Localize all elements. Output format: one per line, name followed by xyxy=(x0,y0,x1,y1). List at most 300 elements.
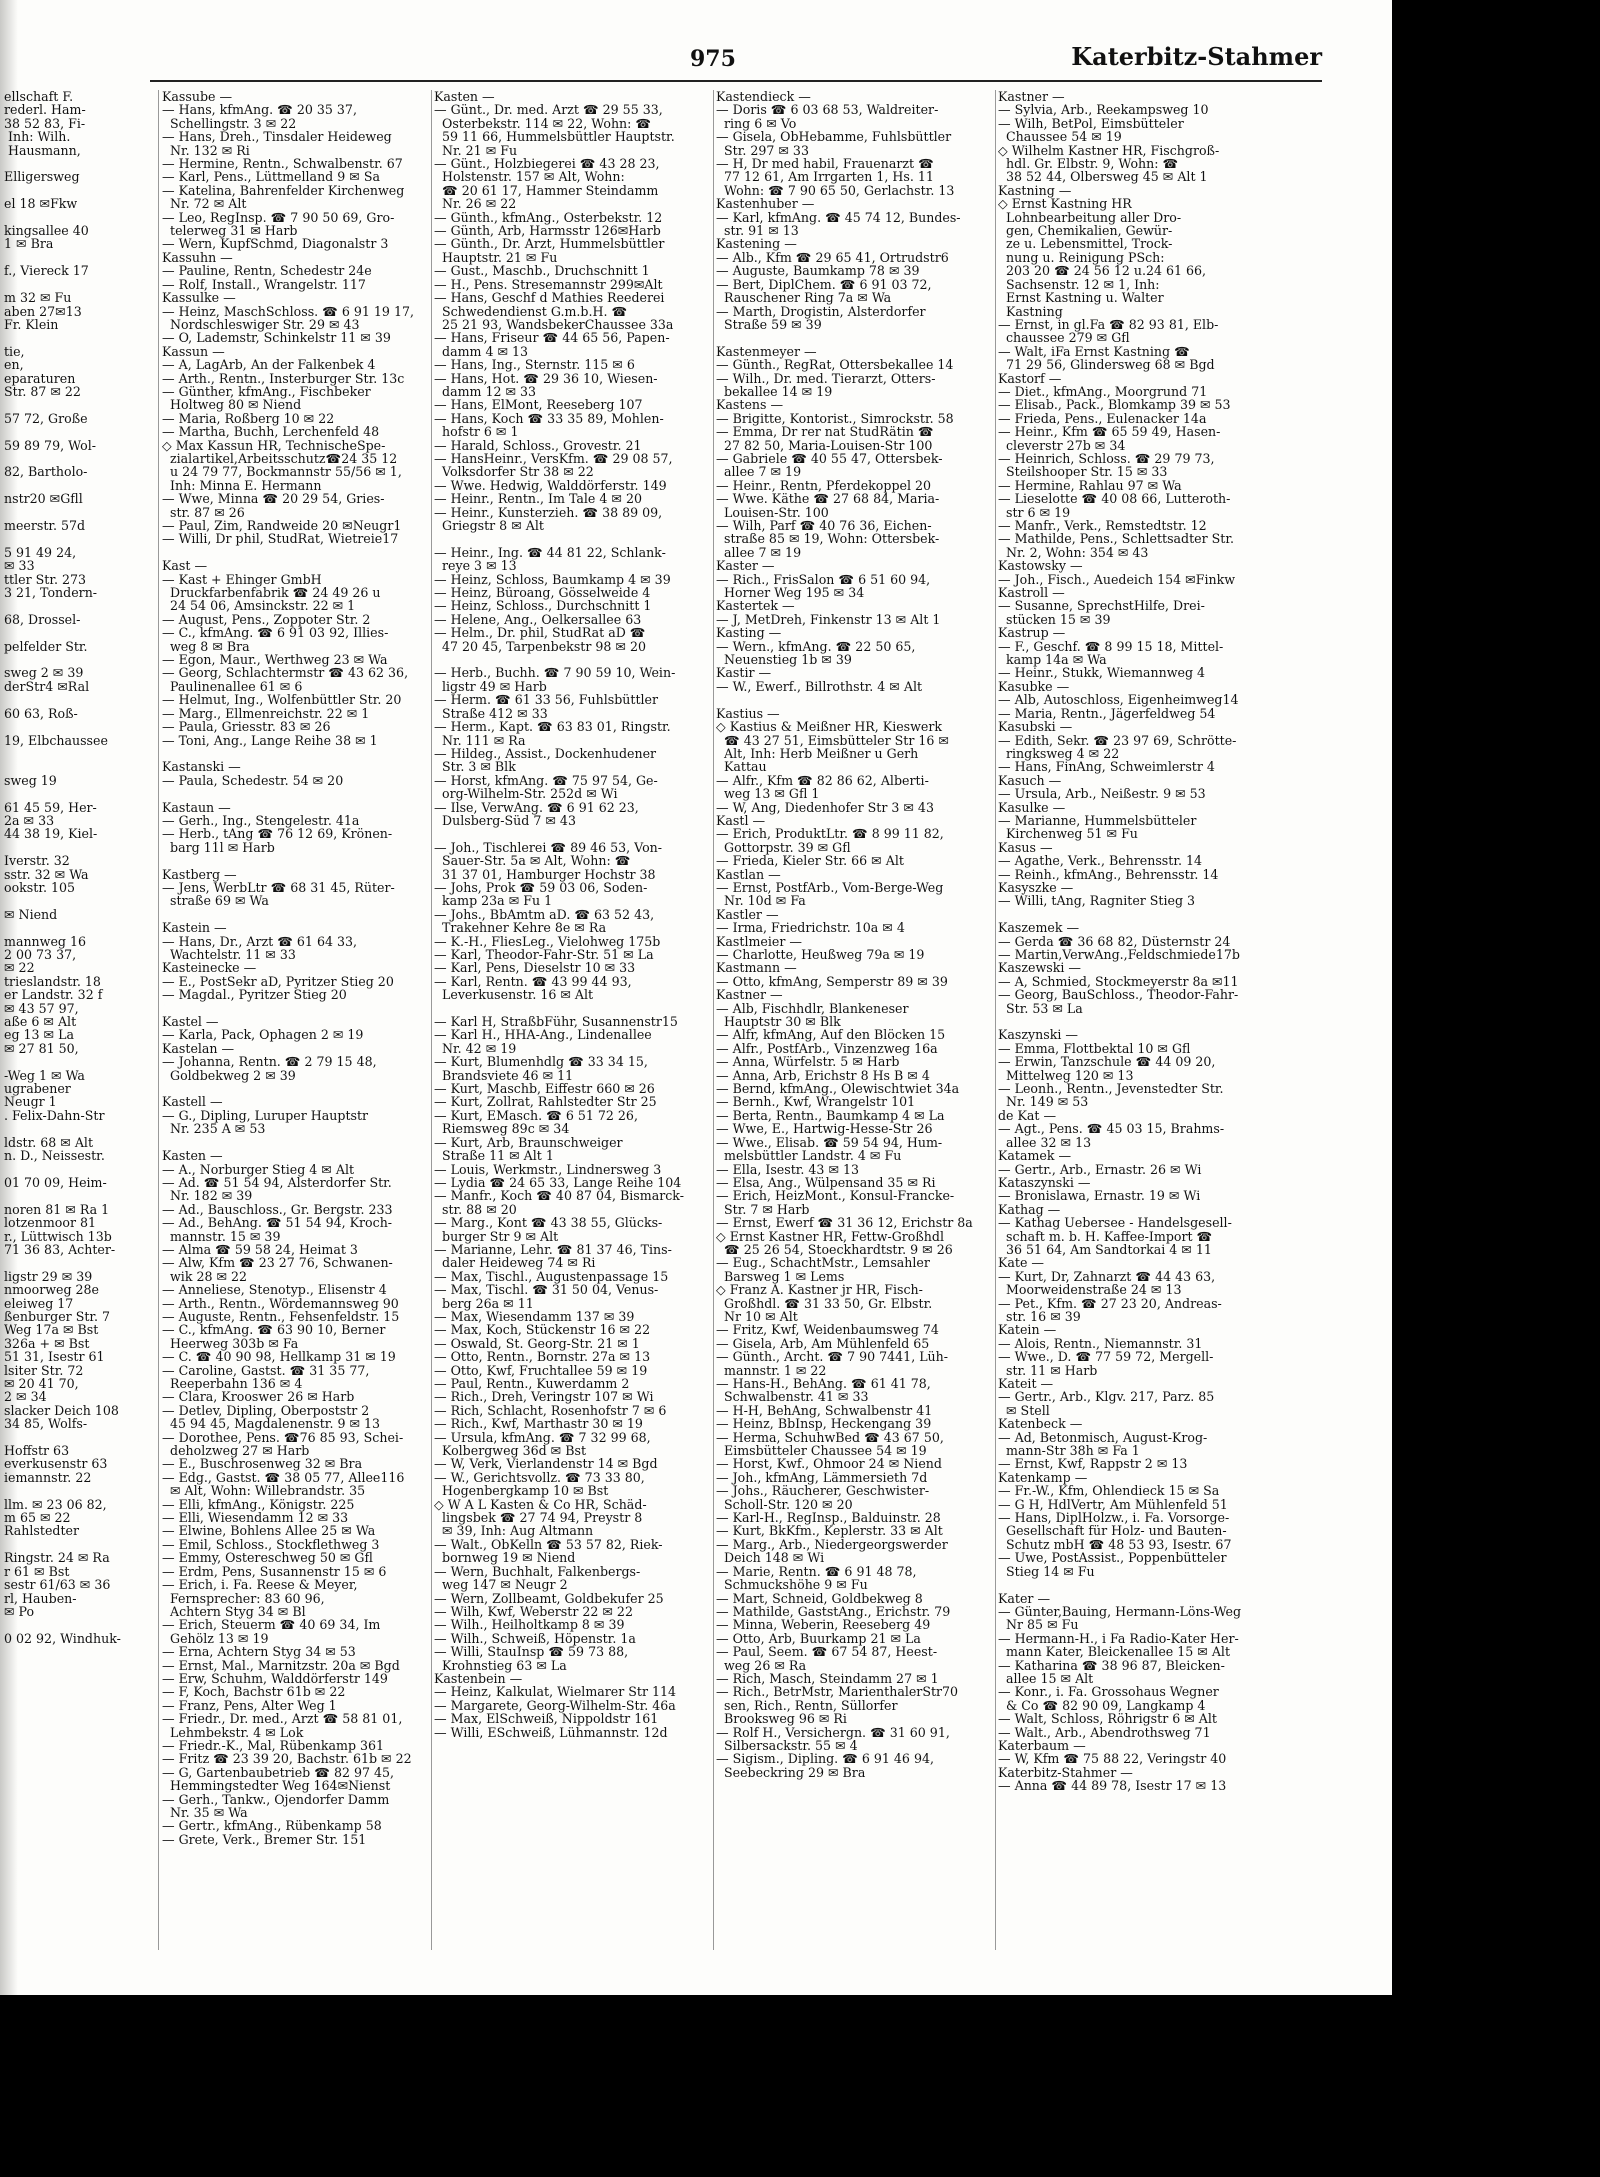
directory-line: — Ernst, PostfArb., Vom-Berge-Weg xyxy=(716,879,944,895)
directory-line: — Herma, SchuhwBed ☎ 43 67 50, xyxy=(716,1429,944,1445)
directory-line: — Herm., Kapt. ☎ 63 83 01, Ringstr. xyxy=(434,719,671,735)
directory-line: 71 36 83, Achter- xyxy=(4,1241,116,1257)
directory-line: — Wwe., Elisab. ☎ 59 54 94, Hum- xyxy=(716,1134,943,1150)
directory-line: — Alb., Kfm ☎ 29 65 41, Ortrudstr6 xyxy=(716,249,949,265)
directory-line: Paulinenallee 61 ✉ 6 xyxy=(162,678,303,694)
directory-line: — Sylvia, Arb., Reekampsweg 10 xyxy=(998,102,1209,118)
directory-line: Deich 148 ✉ Wi xyxy=(716,1550,825,1566)
directory-line: sstr. 32 ✉ Wa xyxy=(4,866,89,882)
directory-line: — Johanna, Rentn. ☎ 2 79 15 48, xyxy=(162,1054,377,1070)
directory-line xyxy=(4,599,154,612)
directory-line xyxy=(162,1002,430,1015)
directory-line: Kate — xyxy=(998,1255,1045,1271)
directory-line: — Horst, kfmAng. ☎ 75 97 54, Ge- xyxy=(434,772,658,788)
directory-line: Straße 59 ✉ 39 xyxy=(716,316,822,332)
directory-line: — Doris ☎ 6 03 68 53, Waldreiter- xyxy=(716,102,939,118)
directory-line: Kaster — xyxy=(716,558,775,574)
directory-line: — Charlotte, Heußweg 79a ✉ 19 xyxy=(716,947,925,962)
directory-line xyxy=(4,479,154,492)
directory-line: — Johs., Räucherer, Geschwister- xyxy=(716,1483,930,1499)
directory-line: iemannstr. 22 xyxy=(4,1469,92,1485)
directory-line xyxy=(4,1256,154,1269)
directory-line: Katenbeck — xyxy=(998,1416,1083,1432)
directory-line: Alt, Inh: Herb Meißner u Gerh xyxy=(716,745,919,761)
directory-line: Nr. 132 ✉ Ri xyxy=(162,142,250,158)
directory-line: — Erw, Schuhm, Walddörferstr 149 xyxy=(162,1670,388,1686)
directory-line: Holtweg 80 ✉ Niend xyxy=(162,397,302,413)
directory-line: Leverkusenstr. 16 ✉ Alt xyxy=(434,987,594,1003)
directory-line: 59 89 79, Wol- xyxy=(4,437,97,453)
directory-line: meerstr. 57d xyxy=(4,518,86,533)
directory-line: — Katelina, Bahrenfelder Kirchenweg xyxy=(162,182,405,198)
directory-line: straße 69 ✉ Wa xyxy=(162,893,269,909)
directory-line: org-Wilhelm-Str. 252d ✉ Wi xyxy=(434,786,618,802)
directory-line: ligstr 29 ✉ 39 xyxy=(4,1268,93,1284)
directory-line: ✉ 43 57 97, xyxy=(4,1000,79,1016)
directory-line: — Pet., Kfm. ☎ 27 23 20, Andreas- xyxy=(998,1295,1222,1311)
directory-line: ßenburger Str. 7 xyxy=(4,1308,111,1324)
directory-line: Hemmingstedter Weg 164✉Nienst xyxy=(162,1778,391,1794)
directory-line: allee 15 ✉ Alt xyxy=(998,1670,1094,1686)
directory-line: — Katharina ☎ 38 96 87, Bleicken- xyxy=(998,1657,1225,1673)
directory-line: — E., PostSekr aD, Pyritzer Stieg 20 xyxy=(162,973,394,989)
directory-line: — Hans, Dr., Arzt ☎ 61 64 33, xyxy=(162,933,357,949)
directory-line xyxy=(434,532,712,545)
directory-line xyxy=(4,1618,154,1631)
directory-line: — Erna, Achtern Styg 34 ✉ 53 xyxy=(162,1644,356,1660)
directory-line: derStr4 ✉Ral xyxy=(4,678,90,694)
directory-line: — Manfr., Koch ☎ 40 87 04, Bismarck- xyxy=(434,1188,684,1204)
directory-line: — Ernst, in gl.Fa ☎ 82 93 81, Elb- xyxy=(998,316,1219,332)
directory-line: — Susanne, SprechstHilfe, Drei- xyxy=(998,598,1205,614)
directory-line: 61 45 59, Her- xyxy=(4,799,97,815)
directory-line: eg 13 ✉ La xyxy=(4,1027,74,1043)
directory-line: Kast — xyxy=(162,558,208,574)
directory-line: Nr. 111 ✉ Ra xyxy=(434,732,526,748)
directory-line: Moorweidenstraße 24 ✉ 13 xyxy=(998,1282,1182,1298)
directory-line: — Mart, Schneid, Goldbekweg 8 xyxy=(716,1590,923,1606)
directory-line: — Hans, Hot. ☎ 29 36 10, Wiesen- xyxy=(434,370,658,386)
directory-line: ✉ Po xyxy=(4,1603,35,1619)
directory-line: — Edg., Gastst. ☎ 38 05 77, Allee116 xyxy=(162,1469,405,1485)
directory-line: Kastner — xyxy=(998,90,1065,104)
directory-line: Fr. Klein xyxy=(4,316,59,332)
directory-line: stücken 15 ✉ 39 xyxy=(998,611,1111,627)
directory-line: ✉ 33 xyxy=(4,558,35,574)
directory-line: — Rich, Schlacht, Rosenhofstr 7 ✉ 6 xyxy=(434,1402,667,1418)
directory-line: ringksweg 4 ✉ 22 xyxy=(998,745,1120,761)
directory-line: — Franz, Pens, Alter Weg 1 xyxy=(162,1697,337,1713)
directory-line: Kastendieck — xyxy=(716,90,811,104)
directory-line xyxy=(4,157,154,170)
column-1 xyxy=(162,90,430,1970)
directory-line: 38 52 44, Olbersweg 45 ✉ Alt 1 xyxy=(998,169,1208,185)
directory-line: Nr. 2, Wohn: 354 ✉ 43 xyxy=(998,544,1149,560)
directory-line: cleverstr 27b ✉ 34 xyxy=(998,437,1126,453)
directory-line: — Heinr., Stukk, Wiemannweg 4 xyxy=(998,665,1206,681)
column-divider xyxy=(158,90,159,1950)
directory-line: Nr. 72 ✉ Alt xyxy=(162,196,247,212)
directory-line: Kassulke — xyxy=(162,290,236,306)
directory-line: — Wilh., Heilholtkamp 8 ✉ 39 xyxy=(434,1617,625,1633)
directory-line: — Brigitte, Kontorist., Simrockstr. 58 xyxy=(716,410,954,426)
directory-line xyxy=(4,506,154,519)
directory-line: 2a ✉ 33 xyxy=(4,812,55,828)
page-number: 975 xyxy=(690,46,736,72)
directory-line: 19, Elbchaussee xyxy=(4,732,108,748)
directory-line xyxy=(4,331,154,344)
directory-line: ✉ Alt, Wohn: Willebrandstr. 35 xyxy=(162,1483,366,1499)
directory-line xyxy=(162,1136,430,1149)
directory-line: — Heinz, Kalkulat, Wielmarer Str 114 xyxy=(434,1684,677,1700)
directory-line: — Detlev, Dipling, Oberpoststr 2 xyxy=(162,1402,370,1418)
directory-line: — Irma, Friedrichstr. 10a ✉ 4 xyxy=(716,920,905,936)
directory-line: — Rich., Kwf, Marthastr 30 ✉ 19 xyxy=(434,1416,643,1432)
directory-line: Horner Weg 195 ✉ 34 xyxy=(716,585,865,601)
directory-line: — Karl-H., RegInsp., Balduinstr. 28 xyxy=(716,1510,941,1526)
directory-line: en, xyxy=(4,357,24,373)
directory-line xyxy=(716,693,994,706)
directory-line: everkusenstr 63 xyxy=(4,1456,108,1472)
directory-line: Kastens — xyxy=(716,397,784,413)
directory-line: 31 37 01, Hamburger Hochstr 38 xyxy=(434,866,656,882)
directory-line: — Marg., Kont ☎ 43 38 55, Glücks- xyxy=(434,1215,663,1231)
directory-line: Kasten — xyxy=(434,90,495,104)
directory-line: — Willi, tAng, Ragniter Stieg 3 xyxy=(998,893,1196,909)
directory-line xyxy=(4,1163,154,1176)
directory-line: — Marg., Ellmenreichstr. 22 ✉ 1 xyxy=(162,705,370,721)
directory-line: ◇ Ernst Kastning HR xyxy=(998,196,1132,212)
directory-line: — Bronislawa, Ernastr. 19 ✉ Wi xyxy=(998,1188,1201,1204)
directory-line: — C. ☎ 40 90 98, Hellkamp 31 ✉ 19 xyxy=(162,1349,396,1365)
directory-line: Kasting — xyxy=(716,625,782,641)
directory-line: — Friedr., Dr. med., Arzt ☎ 58 81 01, xyxy=(162,1711,403,1727)
directory-line: — Karl H., HHA-Ang., Lindenallee xyxy=(434,1027,652,1043)
directory-line xyxy=(4,760,154,773)
column-fragment-left xyxy=(4,90,154,1970)
directory-line: — Karl H, StraßbFühr, Susannenstr15 xyxy=(434,1014,678,1030)
directory-line: ookstr. 105 xyxy=(4,879,75,895)
directory-line: — Walt, Schloss, Röhrigstr 6 ✉ Alt xyxy=(998,1711,1217,1727)
directory-line: — Rolf, Install., Wrangelstr. 117 xyxy=(162,276,366,292)
directory-line: aße 6 ✉ Alt xyxy=(4,1014,77,1030)
directory-line: Kasyszke — xyxy=(998,879,1074,895)
directory-line: — Anna, Arb, Erichstr 8 Hs B ✉ 4 xyxy=(716,1067,930,1083)
directory-line: — Egon, Maur., Werthweg 23 ✉ Wa xyxy=(162,652,388,668)
directory-line: allee 7 ✉ 19 xyxy=(716,464,802,480)
entry-range: Katerbitz-Stahmer xyxy=(1071,42,1322,71)
directory-line: — Gerh., Tankw., Ojendorfer Damm xyxy=(162,1791,390,1807)
directory-line: — Reinh., kfmAng., Behrensstr. 14 xyxy=(998,866,1219,882)
column-3 xyxy=(716,90,994,1970)
directory-line: zialartikel,Arbeitsschutz☎24 35 12 xyxy=(162,450,398,466)
directory-line: — Paul, Seem. ☎ 67 54 87, Heest- xyxy=(716,1644,938,1660)
directory-line: hdl. Gr. Elbstr. 9, Wohn: ☎ xyxy=(998,156,1179,172)
directory-line: — Ursula, Arb., Neißestr. 9 ✉ 53 xyxy=(998,786,1206,802)
directory-line: Nr 10 ✉ Alt xyxy=(716,1308,798,1324)
directory-line: Nordschleswiger Str. 29 ✉ 43 xyxy=(162,316,360,332)
directory-line: chaussee 279 ✉ Gfl xyxy=(998,330,1130,346)
directory-line: — Hans, Ing., Sternstr. 115 ✉ 6 xyxy=(434,357,635,373)
directory-line xyxy=(4,1538,154,1551)
directory-line xyxy=(434,1002,712,1015)
directory-line: lingsbek ☎ 27 74 94, Preystr 8 xyxy=(434,1510,643,1526)
directory-line: — Eug., SchachtMstr., Lemsahler xyxy=(716,1255,930,1271)
directory-line: Kassuhn — xyxy=(162,249,233,265)
directory-line: Nr. 149 ✉ 53 xyxy=(998,1094,1089,1110)
directory-line: — Heinz, Schloss., Durchschnitt 1 xyxy=(434,598,652,614)
directory-line: r., Lüttwisch 13b xyxy=(4,1228,112,1244)
directory-line: schaft m. b. H. Kaffee-Import ☎ xyxy=(998,1228,1213,1244)
directory-line: — Heinr., Ing. ☎ 44 81 22, Schlank- xyxy=(434,544,666,560)
directory-line: — W, Verk, Vierlandenstr 14 ✉ Bgd xyxy=(434,1456,658,1472)
directory-line: — Marg., Arb., Niedergeorgswerder xyxy=(716,1536,948,1552)
directory-line: — Fr.-W., Kfm, Ohlendieck 15 ✉ Sa xyxy=(998,1483,1220,1499)
directory-line: — Ella, Isestr. 43 ✉ 13 xyxy=(716,1161,860,1177)
directory-line: Goldbekweg 2 ✉ 39 xyxy=(162,1067,296,1083)
directory-line: str 6 ✉ 19 xyxy=(998,504,1071,520)
directory-line: — Wilh, Parf ☎ 40 76 36, Eichen- xyxy=(716,518,932,533)
directory-line: Wohn: ☎ 7 90 65 50, Gerlachstr. 13 xyxy=(716,182,955,198)
directory-line: weg 13 ✉ Gfl 1 xyxy=(716,786,820,802)
directory-line: — Arth., Rentn., Wördemannsweg 90 xyxy=(162,1295,399,1311)
directory-line: Kastenhuber — xyxy=(716,196,815,212)
directory-line: 59 11 66, Hummelsbüttler Hauptstr. xyxy=(434,129,675,145)
directory-line: ellschaft F. xyxy=(4,90,74,104)
directory-line: — C., kfmAng. ☎ 63 90 10, Berner xyxy=(162,1322,386,1338)
directory-line: — Anna, Würfelstr. 5 ✉ Harb xyxy=(716,1054,900,1070)
directory-line: Volksdorfer Str 38 ✉ 22 xyxy=(434,464,594,480)
directory-line: — H., Pens. Stresemannstr 299✉Alt xyxy=(434,276,663,292)
directory-line: Stieg 14 ✉ Fu xyxy=(998,1563,1095,1579)
directory-line: 38 52 83, Fi- xyxy=(4,115,86,131)
directory-line xyxy=(162,747,430,760)
directory-line: — Mathilde, GaststAng., Erichstr. 79 xyxy=(716,1603,951,1619)
directory-line: — Wwe, Minna ☎ 20 29 54, Gries- xyxy=(162,491,385,507)
directory-line: — Walt, iFa Ernst Kastning ☎ xyxy=(998,343,1190,359)
directory-line: damm 4 ✉ 13 xyxy=(434,343,529,359)
directory-line: — Hans, FinAng, Schweimlerstr 4 xyxy=(998,759,1215,775)
directory-line xyxy=(434,827,712,840)
directory-line: — Alfr., Kfm ☎ 82 86 62, Alberti- xyxy=(716,772,929,788)
directory-line: — Minna, Weberin, Reeseberg 49 xyxy=(716,1617,931,1633)
directory-line: — A., Norburger Stieg 4 ✉ Alt xyxy=(162,1161,355,1177)
directory-line: Kastl — xyxy=(716,812,766,828)
directory-line: Kasteinecke — xyxy=(162,960,257,976)
directory-line xyxy=(4,841,154,854)
directory-line: — Elli, Wiesendamm 12 ✉ 33 xyxy=(162,1510,349,1526)
directory-line: — Heinz, Schloss, Baumkamp 4 ✉ 39 xyxy=(434,571,671,587)
directory-line: — Wern, Zollbeamt, Goldbekufer 25 xyxy=(434,1590,664,1606)
directory-line: Kaszewski — xyxy=(998,960,1081,976)
directory-line: — Johs, Prok ☎ 59 03 06, Soden- xyxy=(434,879,648,895)
directory-line: Str. 3 ✉ Blk xyxy=(434,759,516,775)
directory-line: — Helm., Dr. phil, StudRat aD ☎ xyxy=(434,625,646,641)
directory-line: — Berta, Rentn., Baumkamp 4 ✉ La xyxy=(716,1107,945,1123)
directory-line: — Karl, Pens., Lüttmelland 9 ✉ Sa xyxy=(162,169,380,185)
directory-line: — Otto, Rentn., Bornstr. 27a ✉ 13 xyxy=(434,1349,651,1365)
directory-line: barg 11l ✉ Harb xyxy=(162,839,275,855)
directory-line: ✉ 20 41 70, xyxy=(4,1376,79,1391)
directory-line: ◇ W A L Kasten & Co HR, Schäd- xyxy=(434,1496,647,1512)
directory-line: Kolbergweg 36d ✉ Bst xyxy=(434,1443,587,1459)
directory-line: Kastenbein — xyxy=(434,1670,523,1686)
directory-line: Kassube — xyxy=(162,90,233,104)
directory-line: — Gerda ☎ 36 68 82, Düsternstr 24 xyxy=(998,933,1231,949)
directory-line: — Maria, Rentn., Jägerfeldweg 54 xyxy=(998,705,1216,721)
directory-line: 3 21, Tondern- xyxy=(4,585,98,601)
directory-line: Gesellschaft für Holz- und Bauten- xyxy=(998,1523,1227,1539)
directory-line: Kaszemek — xyxy=(998,920,1080,936)
directory-line: — A, Schmied, Stockmeyerstr 8a ✉11 xyxy=(998,973,1239,989)
directory-line: — Emmy, Ostereschweg 50 ✉ Gfl xyxy=(162,1550,373,1566)
directory-line: Heerweg 303b ✉ Fa xyxy=(162,1335,299,1351)
directory-line: — Hermine, Rentn., Schwalbenstr. 67 xyxy=(162,156,403,172)
directory-line: — Harald, Schloss., Grovestr. 21 xyxy=(434,437,642,453)
directory-line: burger Str 9 ✉ Alt xyxy=(434,1228,559,1244)
directory-line: Iverstr. 32 xyxy=(4,853,70,869)
directory-line: slacker Deich 108 xyxy=(4,1402,119,1418)
directory-line: kamp 23a ✉ Fu 1 xyxy=(434,893,553,909)
directory-line: 1 ✉ Bra xyxy=(4,236,54,252)
directory-line: Kasubski — xyxy=(998,719,1073,735)
directory-line: — Ilse, VerwAng. ☎ 6 91 62 23, xyxy=(434,799,639,815)
directory-line: — Fritz ☎ 23 39 20, Bachstr. 61b ✉ 22 xyxy=(162,1751,412,1767)
directory-line: — Alfr., PostfArb., Vinzenzweg 16a xyxy=(716,1040,938,1056)
directory-line: Steilshooper Str. 15 ✉ 33 xyxy=(998,464,1168,480)
directory-line: Nr. 235 A ✉ 53 xyxy=(162,1121,266,1137)
directory-line xyxy=(4,894,154,907)
directory-line: — Max, Tischl., Augustenpassage 15 xyxy=(434,1268,669,1284)
directory-line: — Kurt, Blumenhdlg ☎ 33 34 15, xyxy=(434,1054,648,1070)
directory-line: ☎ 25 26 54, Stoeckhardtstr. 9 ✉ 26 xyxy=(716,1241,953,1257)
directory-line: Kasulke — xyxy=(998,799,1066,815)
directory-line: Kastelan — xyxy=(162,1040,235,1056)
directory-line: r 61 ✉ Bst xyxy=(4,1563,70,1579)
directory-line: Osterbekstr. 114 ✉ 22, Wohn: ☎ xyxy=(434,115,652,131)
directory-line: Schellingstr. 3 ✉ 22 xyxy=(162,115,297,131)
running-head xyxy=(150,40,1322,82)
directory-line: — Gust., Maschb., Druchschnitt 1 xyxy=(434,263,650,279)
directory-line: — Gabriele ☎ 40 55 47, Ottersbek- xyxy=(716,450,943,466)
directory-line xyxy=(4,693,154,706)
directory-line: — Bert, DiplChem. ☎ 6 91 03 72, xyxy=(716,276,932,292)
directory-line xyxy=(162,854,430,867)
directory-line: Seebeckring 29 ✉ Bra xyxy=(716,1764,866,1780)
directory-line: — Heinz, Büroang, Gösselweide 4 xyxy=(434,585,651,601)
directory-line: — Johs., BbAmtm aD. ☎ 63 52 43, xyxy=(434,906,655,922)
directory-line: — Karl, kfmAng. ☎ 45 74 12, Bundes- xyxy=(716,209,961,225)
directory-line: — Kurt, Zollrat, Rahlstedter Str 25 xyxy=(434,1094,657,1110)
directory-line: — W, Kfm ☎ 75 88 22, Veringstr 40 xyxy=(998,1751,1227,1767)
directory-line: ttler Str. 273 xyxy=(4,571,86,587)
directory-line: — Alfr, kfmAng, Auf den Blöcken 15 xyxy=(716,1027,946,1043)
directory-line: — F, Koch, Bachstr 61b ✉ 22 xyxy=(162,1684,346,1700)
directory-line: gen, Chemikalien, Gewür- xyxy=(998,223,1173,239)
directory-line: — Martin,VerwAng.,Feldschmiede17b xyxy=(998,947,1240,962)
directory-line: melsbüttler Landstr. 4 ✉ Fu xyxy=(716,1148,902,1164)
directory-line: Schmuckshöhe 9 ✉ Fu xyxy=(716,1577,868,1593)
directory-line: — Emma, Flottbektal 10 ✉ Gfl xyxy=(998,1040,1191,1056)
directory-line: — HansHeinr., VersKfm. ☎ 29 08 57, xyxy=(434,450,673,466)
directory-line: — Wwe. Hedwig, Walddörferstr. 149 xyxy=(434,477,667,493)
directory-line: Katerbaum — xyxy=(998,1737,1086,1753)
directory-line: — Ursula, kfmAng. ☎ 7 32 99 68, xyxy=(434,1429,651,1445)
directory-line: — Joh., Fisch., Auedeich 154 ✉Finkw xyxy=(998,571,1235,587)
directory-line: Lehmbekstr. 4 ✉ Lok xyxy=(162,1724,304,1740)
directory-line: — Georg, Schlachtermstr ☎ 43 62 36, xyxy=(162,665,409,681)
directory-line: — Heinr., Rentn, Pferdekoppel 20 xyxy=(716,477,932,493)
column-2 xyxy=(434,90,712,1970)
directory-line: — Herb., tAng ☎ 76 12 69, Krönen- xyxy=(162,826,393,842)
directory-line: reye 3 ✉ 13 xyxy=(434,558,517,574)
directory-line: Kasubke — xyxy=(998,678,1070,694)
directory-line: — Marie, Rentn. ☎ 6 91 48 78, xyxy=(716,1563,917,1579)
directory-line: — Rich, Masch, Steindamm 27 ✉ 1 xyxy=(716,1670,939,1686)
directory-line: — Ad. ☎ 51 54 94, Alsterdorfer Str. xyxy=(162,1174,392,1190)
directory-line: — Martha, Buchh, Lerchenfeld 48 xyxy=(162,424,380,440)
directory-line: m 65 ✉ 22 xyxy=(4,1510,71,1526)
directory-line: lsiter Str. 72 xyxy=(4,1362,84,1378)
directory-line: — Alma ☎ 59 58 24, Heimat 3 xyxy=(162,1241,358,1257)
directory-line: 44 38 19, Kiel- xyxy=(4,826,98,842)
directory-line: — Lydia ☎ 24 65 33, Lange Reihe 104 xyxy=(434,1174,682,1190)
directory-line: Kastner — xyxy=(716,987,783,1003)
directory-line: — Alw, Kfm ☎ 23 27 76, Schwanen- xyxy=(162,1255,393,1271)
directory-line xyxy=(4,921,154,934)
directory-line: — Arth., Rentn., Insterburger Str. 13c xyxy=(162,370,405,386)
directory-line: — Rich., BetrMstr, MarienthalerStr70 xyxy=(716,1684,959,1700)
directory-line: — Fritz, Kwf, Weidenbaumsweg 74 xyxy=(716,1322,939,1338)
directory-line: Nr. 21 ✉ Fu xyxy=(434,142,518,158)
directory-line: — Kathag Uebersee - Handelsgesell- xyxy=(998,1215,1232,1231)
directory-line: — O, Lademstr, Schinkelstr 11 ✉ 39 xyxy=(162,330,391,346)
directory-line: str. 87 ✉ 26 xyxy=(162,504,245,520)
directory-line: weg 147 ✉ Neugr 2 xyxy=(434,1577,568,1593)
directory-line: str. 88 ✉ 20 xyxy=(434,1201,517,1217)
directory-line: ugrabener xyxy=(4,1081,71,1097)
directory-line: Kastlan — xyxy=(716,866,781,882)
directory-line: Ernst Kastning u. Walter xyxy=(998,290,1164,306)
directory-line: — Maria, Roßberg 10 ✉ 22 xyxy=(162,410,335,426)
directory-line: 5 91 49 24, xyxy=(4,544,77,560)
directory-line: — Mathilde, Pens., Schlettsadter Str. xyxy=(998,531,1234,547)
directory-line: Lohnbearbeitung aller Dro- xyxy=(998,209,1182,225)
directory-line: bekallee 14 ✉ 19 xyxy=(716,383,833,399)
directory-line: f., Viereck 17 xyxy=(4,263,89,279)
directory-line: — Gerh., Ing., Stengelestr. 41a xyxy=(162,812,360,828)
directory-line: — G H, HdlVertr, Am Mühlenfeld 51 xyxy=(998,1496,1228,1512)
directory-line: 71 29 56, Glindersweg 68 ✉ Bgd xyxy=(998,357,1215,373)
directory-line: 0 02 92, Windhuk- xyxy=(4,1630,121,1646)
directory-line: ◇ Wilhelm Kastner HR, Fischgroß- xyxy=(998,142,1220,158)
column-4 xyxy=(998,90,1280,1970)
directory-line: Druckfarbenfabrik ☎ 24 49 26 u xyxy=(162,585,381,601)
directory-line: -Weg 1 ✉ Wa xyxy=(4,1067,85,1083)
directory-line: — Günth., kfmAng., Osterbekstr. 12 xyxy=(434,209,663,225)
directory-line: — Herb., Buchh. ☎ 7 90 59 10, Wein- xyxy=(434,665,676,681)
directory-line: Kastrup — xyxy=(998,625,1066,641)
directory-line: — Hans, kfmAng. ☎ 20 35 37, xyxy=(162,102,357,118)
directory-line: — E., Buschrosenweg 32 ✉ Bra xyxy=(162,1456,363,1472)
directory-line: Kastir — xyxy=(716,665,772,681)
directory-line: — Heinr., Kunsterzieh. ☎ 38 89 09, xyxy=(434,504,663,520)
directory-line: kamp 14a ✉ Wa xyxy=(998,652,1107,668)
directory-line: bornweg 19 ✉ Niend xyxy=(434,1550,576,1566)
directory-line: damm 12 ✉ 33 xyxy=(434,383,537,399)
directory-line: — Friedr.-K., Mal, Rübenkamp 361 xyxy=(162,1737,385,1753)
directory-line: — Heinr., Kfm ☎ 65 59 49, Hasen- xyxy=(998,424,1221,440)
